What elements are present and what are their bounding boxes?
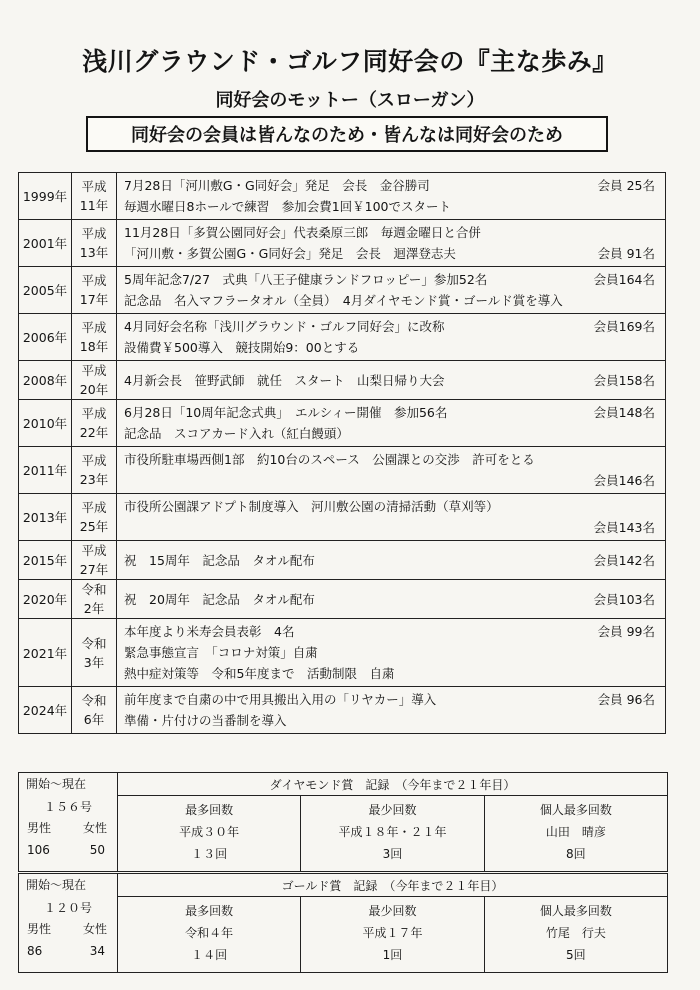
history-line xyxy=(124,175,659,196)
era-text: 平成 xyxy=(81,500,107,515)
history-event: 市役所公園課アドプト制度導入 河川敷公園の清掃活動（草刈等） xyxy=(124,499,499,514)
history-content xyxy=(117,580,666,619)
history-line xyxy=(124,402,659,423)
sex-counts xyxy=(19,940,117,962)
history-era xyxy=(72,687,117,734)
history-row xyxy=(19,580,666,619)
female-label: 女性 xyxy=(82,922,107,936)
diamond-award-record xyxy=(18,772,668,872)
history-line xyxy=(124,710,659,731)
sex-labels xyxy=(19,918,117,940)
history-event: 「河川敷・多賀公園G・G同好会」発足 会長 迴澤登志夫 xyxy=(124,246,456,261)
issue-count: １５６号 xyxy=(43,800,92,814)
record-value: 竹尾 行夫 xyxy=(545,926,606,940)
history-event: 準備・片付けの当番制を導入 xyxy=(124,713,287,728)
member-count: 会員146名 xyxy=(593,473,655,488)
history-year: 2010年 xyxy=(19,400,72,447)
male-count: 86 xyxy=(27,944,43,958)
member-count: 会員 99名 xyxy=(597,624,655,639)
record-count: １３回 xyxy=(191,847,228,861)
record-cell xyxy=(484,897,667,973)
history-event: 6月28日「10周年記念式典」 エルシィー開催 参加56名 xyxy=(124,405,448,420)
record-value: 平成１７年 xyxy=(362,926,423,940)
record-head: 最少回数 xyxy=(368,803,417,817)
history-content xyxy=(117,687,666,734)
history-event: 祝 15周年 記念品 タオル配布 xyxy=(124,552,315,568)
history-row xyxy=(19,494,666,541)
record-cell xyxy=(118,796,301,872)
record-title: ゴールド賞 記録 （今年まで２１年目） xyxy=(118,874,668,897)
history-year: 2001年 xyxy=(19,220,72,267)
history-content xyxy=(117,361,666,400)
male-label: 男性 xyxy=(27,922,52,936)
history-year: 2015年 xyxy=(19,541,72,580)
era-text: 23年 xyxy=(79,472,109,487)
history-era xyxy=(72,400,117,447)
history-year: 2006年 xyxy=(19,314,72,361)
record-value: 山田 晴彦 xyxy=(545,825,606,839)
member-count: 会員158名 xyxy=(593,372,655,388)
era-text: 22年 xyxy=(79,425,109,440)
era-text: 令和 xyxy=(81,582,107,597)
female-label: 女性 xyxy=(82,821,107,835)
history-content xyxy=(117,447,666,494)
record-summary xyxy=(19,874,118,973)
history-content xyxy=(117,314,666,361)
era-text: 2年 xyxy=(83,601,105,616)
era-text: 平成 xyxy=(81,543,107,558)
history-era xyxy=(72,541,117,580)
history-row xyxy=(19,220,666,267)
record-cell xyxy=(301,796,484,872)
history-event: 記念品 名入マフラータオル（全員） 4月ダイヤモンド賞・ゴールド賞を導入 xyxy=(124,293,563,308)
era-text: 11年 xyxy=(79,198,109,213)
history-year: 2011年 xyxy=(19,447,72,494)
history-line xyxy=(124,470,659,491)
history-event: 記念品 スコアカード入れ（紅白饅頭） xyxy=(124,426,349,441)
history-era xyxy=(72,619,117,687)
history-event: 4月新会長 笹野武師 就任 スタート 山梨日帰り大会 xyxy=(124,372,445,388)
history-content xyxy=(117,619,666,687)
history-content xyxy=(117,400,666,447)
history-line xyxy=(124,222,659,243)
history-line xyxy=(124,621,659,642)
history-row xyxy=(19,687,666,734)
era-text: 平成 xyxy=(81,273,107,288)
history-line xyxy=(124,290,659,311)
record-cell xyxy=(301,897,484,973)
history-content xyxy=(117,541,666,580)
era-text: 平成 xyxy=(81,226,107,241)
era-text: 25年 xyxy=(79,519,109,534)
history-line xyxy=(124,243,659,264)
record-summary xyxy=(19,773,118,872)
history-content xyxy=(117,173,666,220)
history-row xyxy=(19,267,666,314)
member-count: 会員164名 xyxy=(593,272,655,287)
history-line xyxy=(124,689,659,710)
page-subtitle: 同好会のモットー（スローガン） xyxy=(215,90,485,111)
record-count: 5回 xyxy=(566,948,586,962)
male-label: 男性 xyxy=(27,821,52,835)
history-line xyxy=(124,423,659,444)
era-text: 20年 xyxy=(79,382,109,397)
history-table xyxy=(18,172,666,734)
member-count: 会員103名 xyxy=(593,591,655,607)
record-cell xyxy=(484,796,667,872)
era-text: 平成 xyxy=(81,453,107,468)
era-text: 27年 xyxy=(79,562,109,577)
record-count: 3回 xyxy=(382,847,403,861)
motto-text: 同好会の会員は皆んなのため・皆んなは同好会のため xyxy=(131,125,563,146)
era-text: 6年 xyxy=(83,712,105,727)
record-cell xyxy=(118,897,301,973)
page-title: 浅川グラウンド・ゴルフ同好会の『主な歩み』 xyxy=(82,47,618,76)
era-text: 18年 xyxy=(79,339,109,354)
history-event: 祝 20周年 記念品 タオル配布 xyxy=(124,591,315,607)
history-row xyxy=(19,173,666,220)
history-line xyxy=(124,269,659,290)
history-event: 前年度まで自粛の中で用具搬出入用の「リヤカー」導入 xyxy=(124,692,437,707)
history-event: 熱中症対策等 令和5年度まで 活動制限 自粛 xyxy=(124,666,395,681)
history-year: 2020年 xyxy=(19,580,72,619)
history-line xyxy=(124,449,659,470)
male-count: 106 xyxy=(27,843,50,857)
record-value: 平成３０年 xyxy=(179,825,240,839)
history-era xyxy=(72,447,117,494)
history-year: 2013年 xyxy=(19,494,72,541)
history-era xyxy=(72,361,117,400)
history-line xyxy=(124,496,659,517)
era-text: 平成 xyxy=(81,406,107,421)
history-content xyxy=(117,267,666,314)
record-head: 最多回数 xyxy=(185,904,234,918)
member-count: 会員143名 xyxy=(593,520,655,535)
issue-count: １２０号 xyxy=(43,901,92,915)
sex-counts xyxy=(19,839,117,861)
history-era xyxy=(72,314,117,361)
history-row xyxy=(19,361,666,400)
history-event: 11月28日「多賀公園同好会」代表桑原三郎 毎週金曜日と合併 xyxy=(124,225,481,240)
history-line xyxy=(124,196,659,217)
era-text: 3年 xyxy=(83,654,105,670)
record-count: 8回 xyxy=(566,847,586,861)
record-value: 令和４年 xyxy=(185,926,234,940)
era-text: 17年 xyxy=(79,292,109,307)
period-label: 開始〜現在 xyxy=(26,878,87,892)
history-year: 2005年 xyxy=(19,267,72,314)
member-count: 会員 25名 xyxy=(597,178,655,193)
history-line xyxy=(124,550,659,571)
gold-award-record xyxy=(18,873,668,973)
record-head: 最多回数 xyxy=(185,803,234,817)
era-text: 令和 xyxy=(81,693,107,708)
history-era xyxy=(72,220,117,267)
history-era xyxy=(72,494,117,541)
history-line xyxy=(124,517,659,538)
history-line xyxy=(124,370,659,391)
era-text: 平成 xyxy=(81,320,107,335)
era-text: 平成 xyxy=(81,179,107,194)
female-count: 34 xyxy=(89,944,105,958)
history-row xyxy=(19,314,666,361)
member-count: 会員 96名 xyxy=(597,692,655,707)
history-event: 市役所駐車場西側1部 約10台のスペース 公園課との交渉 許可をとる xyxy=(124,452,535,467)
history-event: 緊急事態宣言 「コロナ対策」自粛 xyxy=(124,645,318,660)
history-event: 設備費￥500導入 競技開始9：00とする xyxy=(124,340,360,355)
era-text: 13年 xyxy=(79,245,109,260)
history-line xyxy=(124,663,659,684)
history-line xyxy=(124,589,659,610)
history-row xyxy=(19,541,666,580)
record-title: ダイヤモンド賞 記録 （今年まで２１年目） xyxy=(118,773,668,796)
record-count: 1回 xyxy=(382,948,403,962)
history-event: 本年度より米寿会員表彰 4名 xyxy=(124,624,295,639)
member-count: 会員 91名 xyxy=(597,246,655,261)
history-row xyxy=(19,619,666,687)
history-year: 1999年 xyxy=(19,173,72,220)
member-count: 会員169名 xyxy=(593,319,655,334)
history-line xyxy=(124,337,659,358)
era-text: 平成 xyxy=(81,363,107,378)
member-count: 会員148名 xyxy=(593,405,655,420)
period-label: 開始〜現在 xyxy=(26,777,87,791)
record-head: 個人最多回数 xyxy=(539,803,612,817)
history-row xyxy=(19,447,666,494)
record-head: 最少回数 xyxy=(368,904,417,918)
record-head: 個人最多回数 xyxy=(539,904,612,918)
sex-labels xyxy=(19,817,117,839)
history-year: 2021年 xyxy=(19,619,72,687)
history-event: 4月同好会名称「浅川グラウンド・ゴルフ同好会」に改称 xyxy=(124,319,445,334)
history-event: 7月28日「河川敷G・G同好会」発足 会長 金谷勝司 xyxy=(124,178,430,193)
history-line xyxy=(124,316,659,337)
motto-box xyxy=(86,116,608,152)
history-line xyxy=(124,642,659,663)
history-content xyxy=(117,494,666,541)
record-value: 平成１８年・２１年 xyxy=(338,825,447,839)
history-content xyxy=(117,220,666,267)
history-era xyxy=(72,173,117,220)
history-row xyxy=(19,400,666,447)
member-count: 会員142名 xyxy=(593,552,655,568)
era-text: 令和 xyxy=(81,635,107,651)
female-count: 50 xyxy=(89,843,105,857)
history-event: 5周年記念7/27 式典「八王子健康ランドフロッピー」参加52名 xyxy=(124,272,488,287)
history-year: 2008年 xyxy=(19,361,72,400)
history-year: 2024年 xyxy=(19,687,72,734)
record-count: １４回 xyxy=(191,948,228,962)
history-era xyxy=(72,580,117,619)
history-era xyxy=(72,267,117,314)
history-event: 毎週水曜日8ホールで練習 参加会費1回￥100でスタート xyxy=(124,199,452,214)
